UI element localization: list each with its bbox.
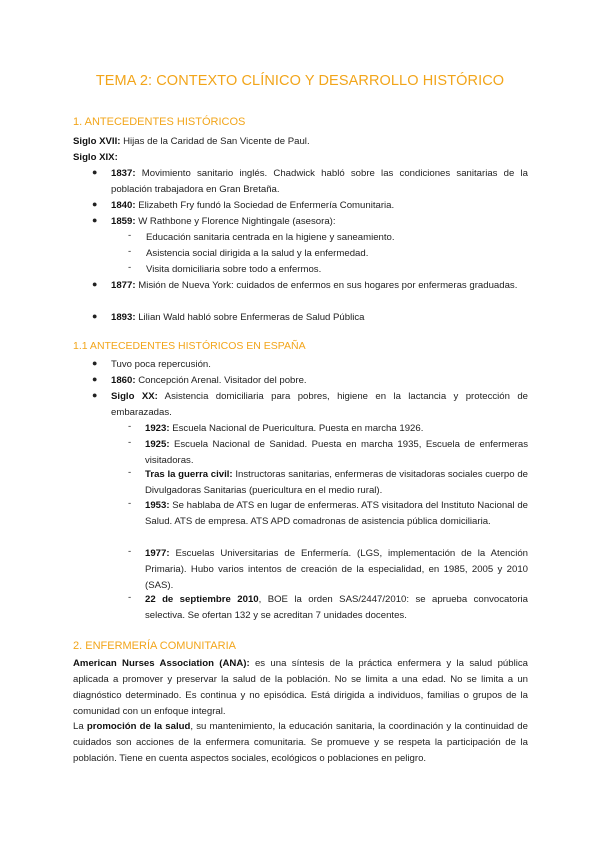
item-1859-label: 1859: (111, 216, 136, 227)
ana-label: American Nurses Association (ANA): (73, 658, 250, 669)
item-1840-label: 1840: (111, 200, 136, 211)
sub-1859-item: Educación sanitaria centrada en la higiene y saneamiento. (146, 232, 395, 243)
item-1837-label: 1837: (111, 168, 136, 179)
item-1877-label: 1877: (111, 280, 136, 291)
item-1953 (145, 498, 528, 530)
sub-1859-item: Visita domiciliaria sobre todo a enfermos. (146, 264, 322, 275)
item-1925-label: 1925: (145, 439, 170, 450)
item-1923-text: Escuela Nacional de Puericultura. Puesta en marcha 1926. (169, 423, 424, 434)
item-1893-label: 1893: (111, 312, 136, 323)
sub-1859-item: Asistencia social dirigida a la salud y la enfermedad. (146, 248, 369, 259)
bullet-icon: ● (92, 390, 98, 400)
item-1837-text: Movimiento sanitario inglés. Chadwick habló sobre las condiciones sanitarias de la población trabajadora en Gran Bretaña. (111, 168, 528, 195)
siglo-xvii-label: Siglo XVII: (73, 136, 121, 147)
item-1860-text: Concepción Arenal. Visitador del pobre. (135, 375, 307, 386)
item-guerra-civil-label: Tras la guerra civil: (145, 469, 233, 480)
item-2010-label: 22 de septiembre 2010 (145, 594, 259, 605)
item-1840-text: Elizabeth Fry fundó la Sociedad de Enfermería Comunitaria. (135, 200, 395, 211)
item-1859 (111, 214, 336, 230)
bullet-icon: ● (92, 167, 98, 177)
item-siglo-xx (111, 389, 528, 421)
dash-icon: - (128, 467, 132, 478)
dash-icon: - (128, 421, 132, 432)
dash-icon: - (128, 437, 132, 448)
item-2010-text: , BOE la orden SAS/2447/2010: se aprueba convocatoria selectiva. Se ofertan 132 y se acreditan 7 unidades docentes. (145, 594, 529, 621)
item-repercusion: Tuvo poca repercusión. (111, 359, 211, 370)
item-1893-text: Lilian Wald habló sobre Enfermeras de Salud Pública (135, 312, 365, 323)
bullet-icon: ● (92, 311, 98, 321)
dash-icon: - (128, 592, 132, 603)
item-1877 (111, 278, 528, 294)
promocion-paragraph (73, 719, 528, 767)
section-1-1-heading: 1.1 ANTECEDENTES HISTÓRICOS EN ESPAÑA (73, 340, 306, 352)
item-guerra-civil (145, 467, 528, 499)
item-guerra-civil-text: Instructoras sanitarias, enfermeras de visitadoras sociales cuerpo de Divulgadoras Sanitarias (puericultura en el medio rural). (145, 469, 528, 496)
ana-text: es una síntesis de la práctica enfermera y la salud pública aplicada a promover y preservar la salud de la población. No se limita a una edad. No se limita a un diagnóstico determinado. Es continua y no episódica. Está dirigida a individuos, familias o grupos de la comunidad con un enfoque integral. (73, 658, 528, 717)
item-1925-text: Escuela Nacional de Sanidad. Puesta en marcha 1935, Escuela de enfermeras visitadoras. (145, 439, 528, 466)
bullet-icon: ● (92, 358, 98, 368)
section-2-heading: 2. ENFERMERÍA COMUNITARIA (73, 640, 236, 652)
item-2010 (145, 592, 528, 624)
ana-paragraph (73, 656, 528, 720)
item-1977-text: Escuelas Universitarias de Enfermería. (LGS, implementación de la Atención Primaria). Hubo varios intentos de creación de la especialidad, en 1985, 2005 y 2010 (SAS). (145, 548, 528, 591)
item-1923 (145, 421, 423, 437)
bullet-icon: ● (92, 279, 98, 289)
bullet-icon: ● (92, 215, 98, 225)
siglo-xvii-text: Hijas de la Caridad de San Vicente de Paul. (120, 136, 310, 147)
bullet-icon: ● (92, 199, 98, 209)
item-1837 (111, 166, 528, 198)
item-1925 (145, 437, 528, 469)
promocion-text: , su mantenimiento, la educación sanitaria, la coordinación y la continuidad de cuidados son acciones de la enfermera comunitaria. Se promueve y se respeta la participación de la población. Tiene en cuenta aspectos sociales, ecológicos o poblaciones en peligro. (73, 721, 528, 764)
promocion-label: promoción de la salud (86, 721, 191, 732)
promocion-prefix: La (73, 721, 87, 732)
dash-icon: - (128, 546, 132, 557)
siglo-xix-line (73, 150, 118, 166)
item-1860-label: 1860: (111, 375, 136, 386)
bullet-icon: ● (92, 374, 98, 384)
siglo-xvii-line (73, 134, 310, 150)
item-1860 (111, 373, 307, 389)
item-1877-text: Misión de Nueva York: cuidados de enfermos en sus hogares por enfermeras graduadas. (135, 280, 518, 291)
item-1923-label: 1923: (145, 423, 170, 434)
item-1977 (145, 546, 528, 594)
item-1893 (111, 310, 365, 326)
section-1-heading: 1. ANTECEDENTES HISTÓRICOS (73, 116, 246, 128)
document-title: TEMA 2: CONTEXTO CLÍNICO Y DESARROLLO HISTÓRICO (95, 73, 505, 89)
item-1977-label: 1977: (145, 548, 170, 559)
item-1953-label: 1953: (145, 500, 170, 511)
item-siglo-xx-label: Siglo XX: (111, 391, 158, 402)
dash-icon: - (128, 246, 132, 257)
item-1859-text: W Rathbone y Florence Nightingale (asesora): (135, 216, 336, 227)
item-siglo-xx-text: Asistencia domiciliaria para pobres, higiene en la lactancia y protección de embarazadas. (111, 391, 529, 418)
siglo-xix-label: Siglo XIX: (73, 152, 118, 163)
dash-icon: - (128, 230, 132, 241)
item-1953-text: Se hablaba de ATS en lugar de enfermeras. ATS visitadora del Instituto Nacional de Salud. ATS de empresa. ATS APD comadronas de asistencia pública domiciliaria. (145, 500, 528, 527)
item-1840 (111, 198, 394, 214)
dash-icon: - (128, 262, 132, 273)
dash-icon: - (128, 498, 132, 509)
